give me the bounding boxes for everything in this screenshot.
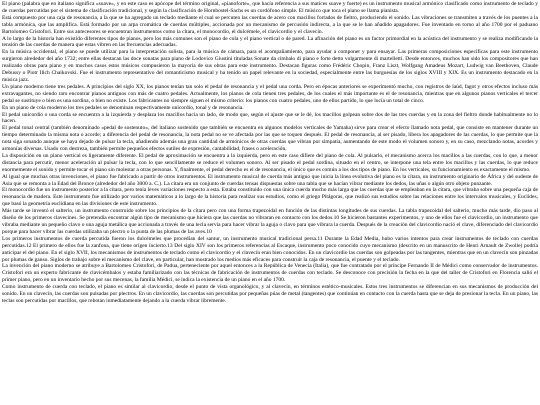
paragraph: La invención del piano moderno se atribuye a Bartolomeo Cristofori, de Padua, perteneciente por aquel entonces a la República de Venecia (Italia), que fue contratado por el príncipe Fernando II de Médici como conservador de instrumentos. Cristofori era un experto fabricante de clavicémbalos y estaba familiarizado con las técnicas de fabricación de instrumentos de cuerdas con teclado. Se desconoce con precisión la fecha en la que del taller de Cristofori en Florencia salió el primer piano, pero en un inventario hecho por sus mecenas, la familia Médici, se indica la existencia de un piano en el año 1700. [2, 263, 538, 284]
paragraph: Los primeros instrumentos de cuerda percutida fueron los dulcémeles que procedían del santur, un instrumento musical tradicional persa.11 Durante la Edad Media, hubo varios intentos para crear instrumentos de teclado con cuerdas percutidas.12 El primero de ellos fue la zanfona, que tiene origen incierto.13 Del siglo XIV son los primeros referencias al Escaque, instrumento poco conocido cuyo mecanismo (descrito en un manuscrito de Henri Arnault de Zwolle) podría anticipar el del piano. En el siglo XVII, los mecanismos de instrumentos de teclado como el clavicordio y el clavecín eran bien conocidos. En un clavicordio las cuerdas son golpeadas por las tangentes, mientras que en un clavecín son pinzadas por plumas de ganso. Siglos de trabajo sobre el mecanismo del clave, en particular, han mostrado los medios más eficaces para construir la caja de resonancia, el puente y el teclado. [2, 235, 538, 263]
paragraph: En la música occidental, el piano se puede utilizar para la interpretación solista, para la música de cámara, para el acompañamiento, para ayudar a componer y para ensayar. Las primeras composiciones específicas para este instrumento surgieron alrededor del año 1732; entre ellas destacan las doce sonatas para piano de Lodovico Giustini tituladas Sonate da cimbalo di piano e forte detto volgarmente di martelletti. Desde entonces, muchos han sido los compositores que han realizado obras para piano y en muchos casos estos músicos compusieron la mayoría de sus obras para este instrumento. Destacan figuras como Frédéric Chopin, Franz Liszt, Wolfgang Amadeus Mozart, Ludwig van Beethoven, Claude Debussy o Piotr Ilich Chaikovski. Fue el instrumento representativo del romanticismo musical y ha tenido un papel relevante en la sociedad, especialmente entre las burguesías de los siglos XVIII y XIX. Es un instrumento destacado en la música jazz. [2, 49, 538, 83]
paragraph: La disposición en un piano vertical es ligeramente diferente. El pedal de aproximación se encuentra a la izquierda, pero en este caso difiere del piano de cola. Al pulsarlo, el mecanismo acerca los macillos a las cuerdas, con lo que, a menor distancia para percutir, menor aceleración al pulsar la tecla, con lo que sencillamente se reduce el volumen sonoro. Al ser pisado el pedal sordina, situado en el centro, se interpone una tela entre los macillos y las cuerdas, lo que reduce enormemente el sonido y permite tocar el piano sin molestar a otras personas. Y, finalmente, el pedal derecho es el de resonancia, el único que es común a los dos tipos de piano. En los verticales, su funcionamiento es exactamente el mismo. [2, 152, 538, 173]
paragraph: El monocordio fue un instrumento posterior a la cítara, pero tenía leves variaciones respecto a esta. Estaba constituido con una única cuerda mucho más larga que las cuerdas que se empleaban en la cítara, que vibraba sobre una pequeña caja de resonancia de madera. Este instrumento fue utilizado por varios matemáticos a lo largo de la historia para realizar sus estudios, como el griego Pitágoras, que realizó sus estudios sobre las relaciones entre los intervalos musicales, y Euclides, que basó la geometría euclidiana en las divisiones de este instrumento. [2, 187, 538, 208]
paragraph: Como instrumento de cuerda con teclado, el piano es similar al clavicordio, desde el punto de vista organológico, y al clavecín, en términos estético-musicales. Estos tres instrumentos se diferencian en sus mecanismos de producción del sonido. En un clavecín, las cuerdas son pulsadas por plectros. En un clavicordio, las cuerdas son percutidas por pequeñas púas de metal (tangentes) que continúan en contacto con la cuerda hasta que se deja de presionar la tecla. En un piano, las teclas son percutidas por macillos, que rebotan inmediatamente dejando a la cuerda vibrar libremente. [2, 284, 538, 304]
paragraph: A lo largo de la historia han existido diferentes tipos de pianos, pero los más comunes son el piano de cola y el piano vertical o de pared. La afinación del piano es un factor primordial en la acústica del instrumento y se realiza modificando la tensión de las cuerdas de manera que estas vibren en las frecuencias adecuadas. [2, 35, 538, 49]
paragraph: El pedal tonal central (también denominado «pedal de sostenuto», del italiano sostenido que también se encuentra en algunos modelos verticales de Yamaha) sirve para crear el efecto llamado nota pedal, que consiste en mantener durante un tiempo determinado la misma nota o acorde; a diferencia del pedal de resonancia, la nota pedal no se ve afectada por las que se toquen después. El pedal de resonancia, al ser pisado, libera los apagadores de las cuerdas, lo que permite que la nota siga sonando aunque se haya dejado de pulsar la tecla, añadiendo además una gran cantidad de armónicos de otras cuerdas que vibran por simpatía, aumentando de este modo el volumen sonoro y, en su caso, mezclando notas, acordes y armonías diversas. Usado con destreza, también permite pequeños efectos sutiles de expresión, cantabilidad, frases o aceleración. [2, 125, 538, 153]
paragraph: Un piano moderno tiene tres pedales. A principios del siglo XX, los pianos tenían tan solo el pedal de resonancia y el pedal una corda. Pero en épocas anteriores se experimentó mucho, con registros de laúd, fagot y otros efectos incluso más extravagantes, no siendo raro encontrar pianos antiguos con más de cuatro pedales. Actualmente, los pianos de cola tienen tres pedales, de los cuales el más importante es el de resonancia, mientras que en algunos pianos verticales el tercer pedal se sustituye o bien es una sordina, o bien no existe. Los fabricantes no siempre siguen el mismo criterio: los pianos con cuatro pedales, uno de ellos partido, lo que lucía un total de cinco. [2, 83, 538, 104]
paragraph: Al igual que muchas otras invenciones, el piano fue fabricado a partir de otros instrumentos. El instrumento musical de cuerda más antiguo que inicia la línea evolutiva del piano es la cítara, un instrumento originario de África y del sudeste de Asia que se remonta a la Edad del Bronce (alrededor del año 3000 a. C.). La cítara era un conjunto de cuerdas tensas dispuestas sobre una tabla que se hacían vibrar mediante los dedos, las uñas o algún otro objeto punzante. [2, 173, 538, 187]
paragraph: El piano (palabra que en italiano significa «suave», y en este caso es apócope del término original, «pianoforte», que hacía referencia a sus matices suave y fuerte) es un instrumento musical armónico clasificado como instrumento de teclado y de cuerdas percutidas por el sistema de clasificación tradicional, y según la clasificación de Hornbostel-Sachs es un cordófono simple. El músico que toca el piano se llama pianista. [2, 1, 538, 14]
paragraph: El pedal unicordio o una corda se encuentra a la izquierda y desplaza los macillos hacia un lado, de modo que, según el ajuste que se le dé, los macillos golpean sobre dos de las tres cuerdas y en la zona del fieltro donde habitualmente no lo hacen. [2, 111, 538, 125]
paragraph: Más tarde se inventó el salterio, un instrumento construido sobre los principios de la cítara pero con una forma trapezoidal en función de las distintas longitudes de sus cuerdas. La tabla trapezoidal del salterio, mucho más tarde, dio paso al diseño de los primeros clavecines. Se pretendía encontrar algún tipo de mecanismo que hiciera que las cuerdas no vibraran en contacto con los dedos.10 Se hicieron bastantes experimentos, y uno de ellos fue el clavicordio, un instrumento que vibraba mediante un pequeño clavo o una aguja metálica que accionada a través de una tecla servía para hacer vibrar la aguja o clavo para que vibrara la cuerda. Después de la creación del clavicordio nació el clave, diferenciado del clavicordio porque para hacer vibrar las cuerdas utilizaba un plectro o la punta de las plumas de las aves.10 [2, 208, 538, 235]
article-body [2, 1, 538, 305]
paragraph: Está compuesto por una caja de resonancia, a la que se ha agregado un teclado mediante el cual se percuten las cuerdas de acero con macillos forrados de fieltro, produciendo el sonido. Las vibraciones se transmiten a través de los puentes a la tabla armónica, que las amplifica. Está formado por un arpa cromática de cuerdas múltiples, accionada por un mecanismo de percusión indirecta, a la que se le han añadido apagadores. Fue inventado en torno al año 1700 por el paduano Bartolomeo Cristofori. Entre sus antecesores se encuentran instrumentos como la cítara, el monocordio, el dulcémele, el clavicordio y el clavecín. [2, 14, 538, 35]
paragraph: En un piano de cola moderno los tres pedales se denominan respectivamente unicordio, tonal y de resonancia. [2, 104, 244, 111]
